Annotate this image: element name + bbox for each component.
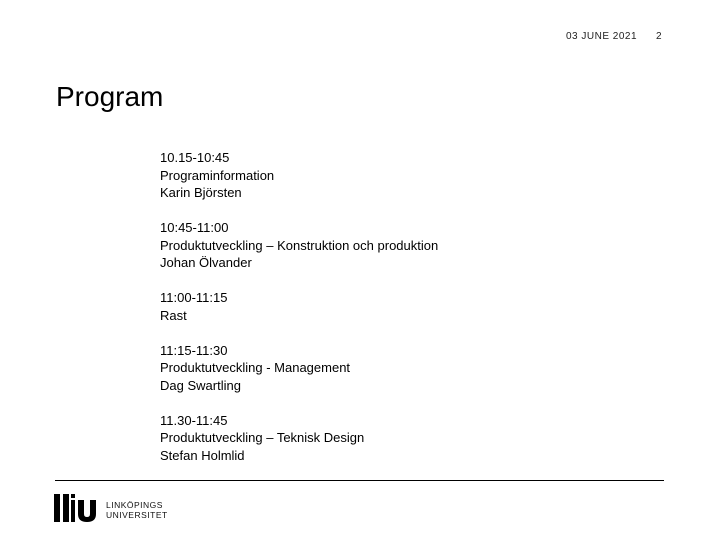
slide-date: 03 JUNE 2021 xyxy=(566,31,638,42)
agenda-time: 11.30-11:45 xyxy=(160,412,228,428)
agenda-topic: Produktutveckling - Management xyxy=(160,360,351,375)
university-logo xyxy=(54,492,174,524)
slide-title: Program xyxy=(56,81,164,112)
agenda-item xyxy=(160,412,600,465)
agenda-speaker: Johan Ölvander xyxy=(160,255,252,270)
page-number: 2 xyxy=(656,31,662,42)
agenda-list xyxy=(160,149,600,482)
logo-text-line2: UNIVERSITET xyxy=(106,510,168,520)
agenda-item xyxy=(160,149,600,202)
agenda-topic: Programinformation xyxy=(160,167,275,183)
agenda-item xyxy=(160,219,600,272)
agenda-speaker: Dag Swartling xyxy=(160,377,241,393)
agenda-time: 10:45-11:00 xyxy=(160,220,229,235)
agenda-speaker: Karin Björsten xyxy=(160,185,242,200)
footer-divider xyxy=(55,480,664,481)
liu-logo-mark-icon xyxy=(54,492,104,524)
agenda-item xyxy=(160,289,600,324)
agenda-time: 10.15-10:45 xyxy=(160,150,230,165)
agenda-topic: Rast xyxy=(160,307,187,323)
logo-text xyxy=(106,500,168,520)
logo-text-line1: LINKÖPINGS xyxy=(106,500,163,510)
agenda-time: 11:00-11:15 xyxy=(160,290,228,305)
agenda-topic: Produktutveckling – Konstruktion och produktion xyxy=(160,237,439,253)
agenda-item xyxy=(160,342,600,395)
agenda-speaker: Stefan Holmlid xyxy=(160,447,245,463)
agenda-topic: Produktutveckling – Teknisk Design xyxy=(160,430,365,445)
agenda-time: 11:15-11:30 xyxy=(160,342,228,358)
